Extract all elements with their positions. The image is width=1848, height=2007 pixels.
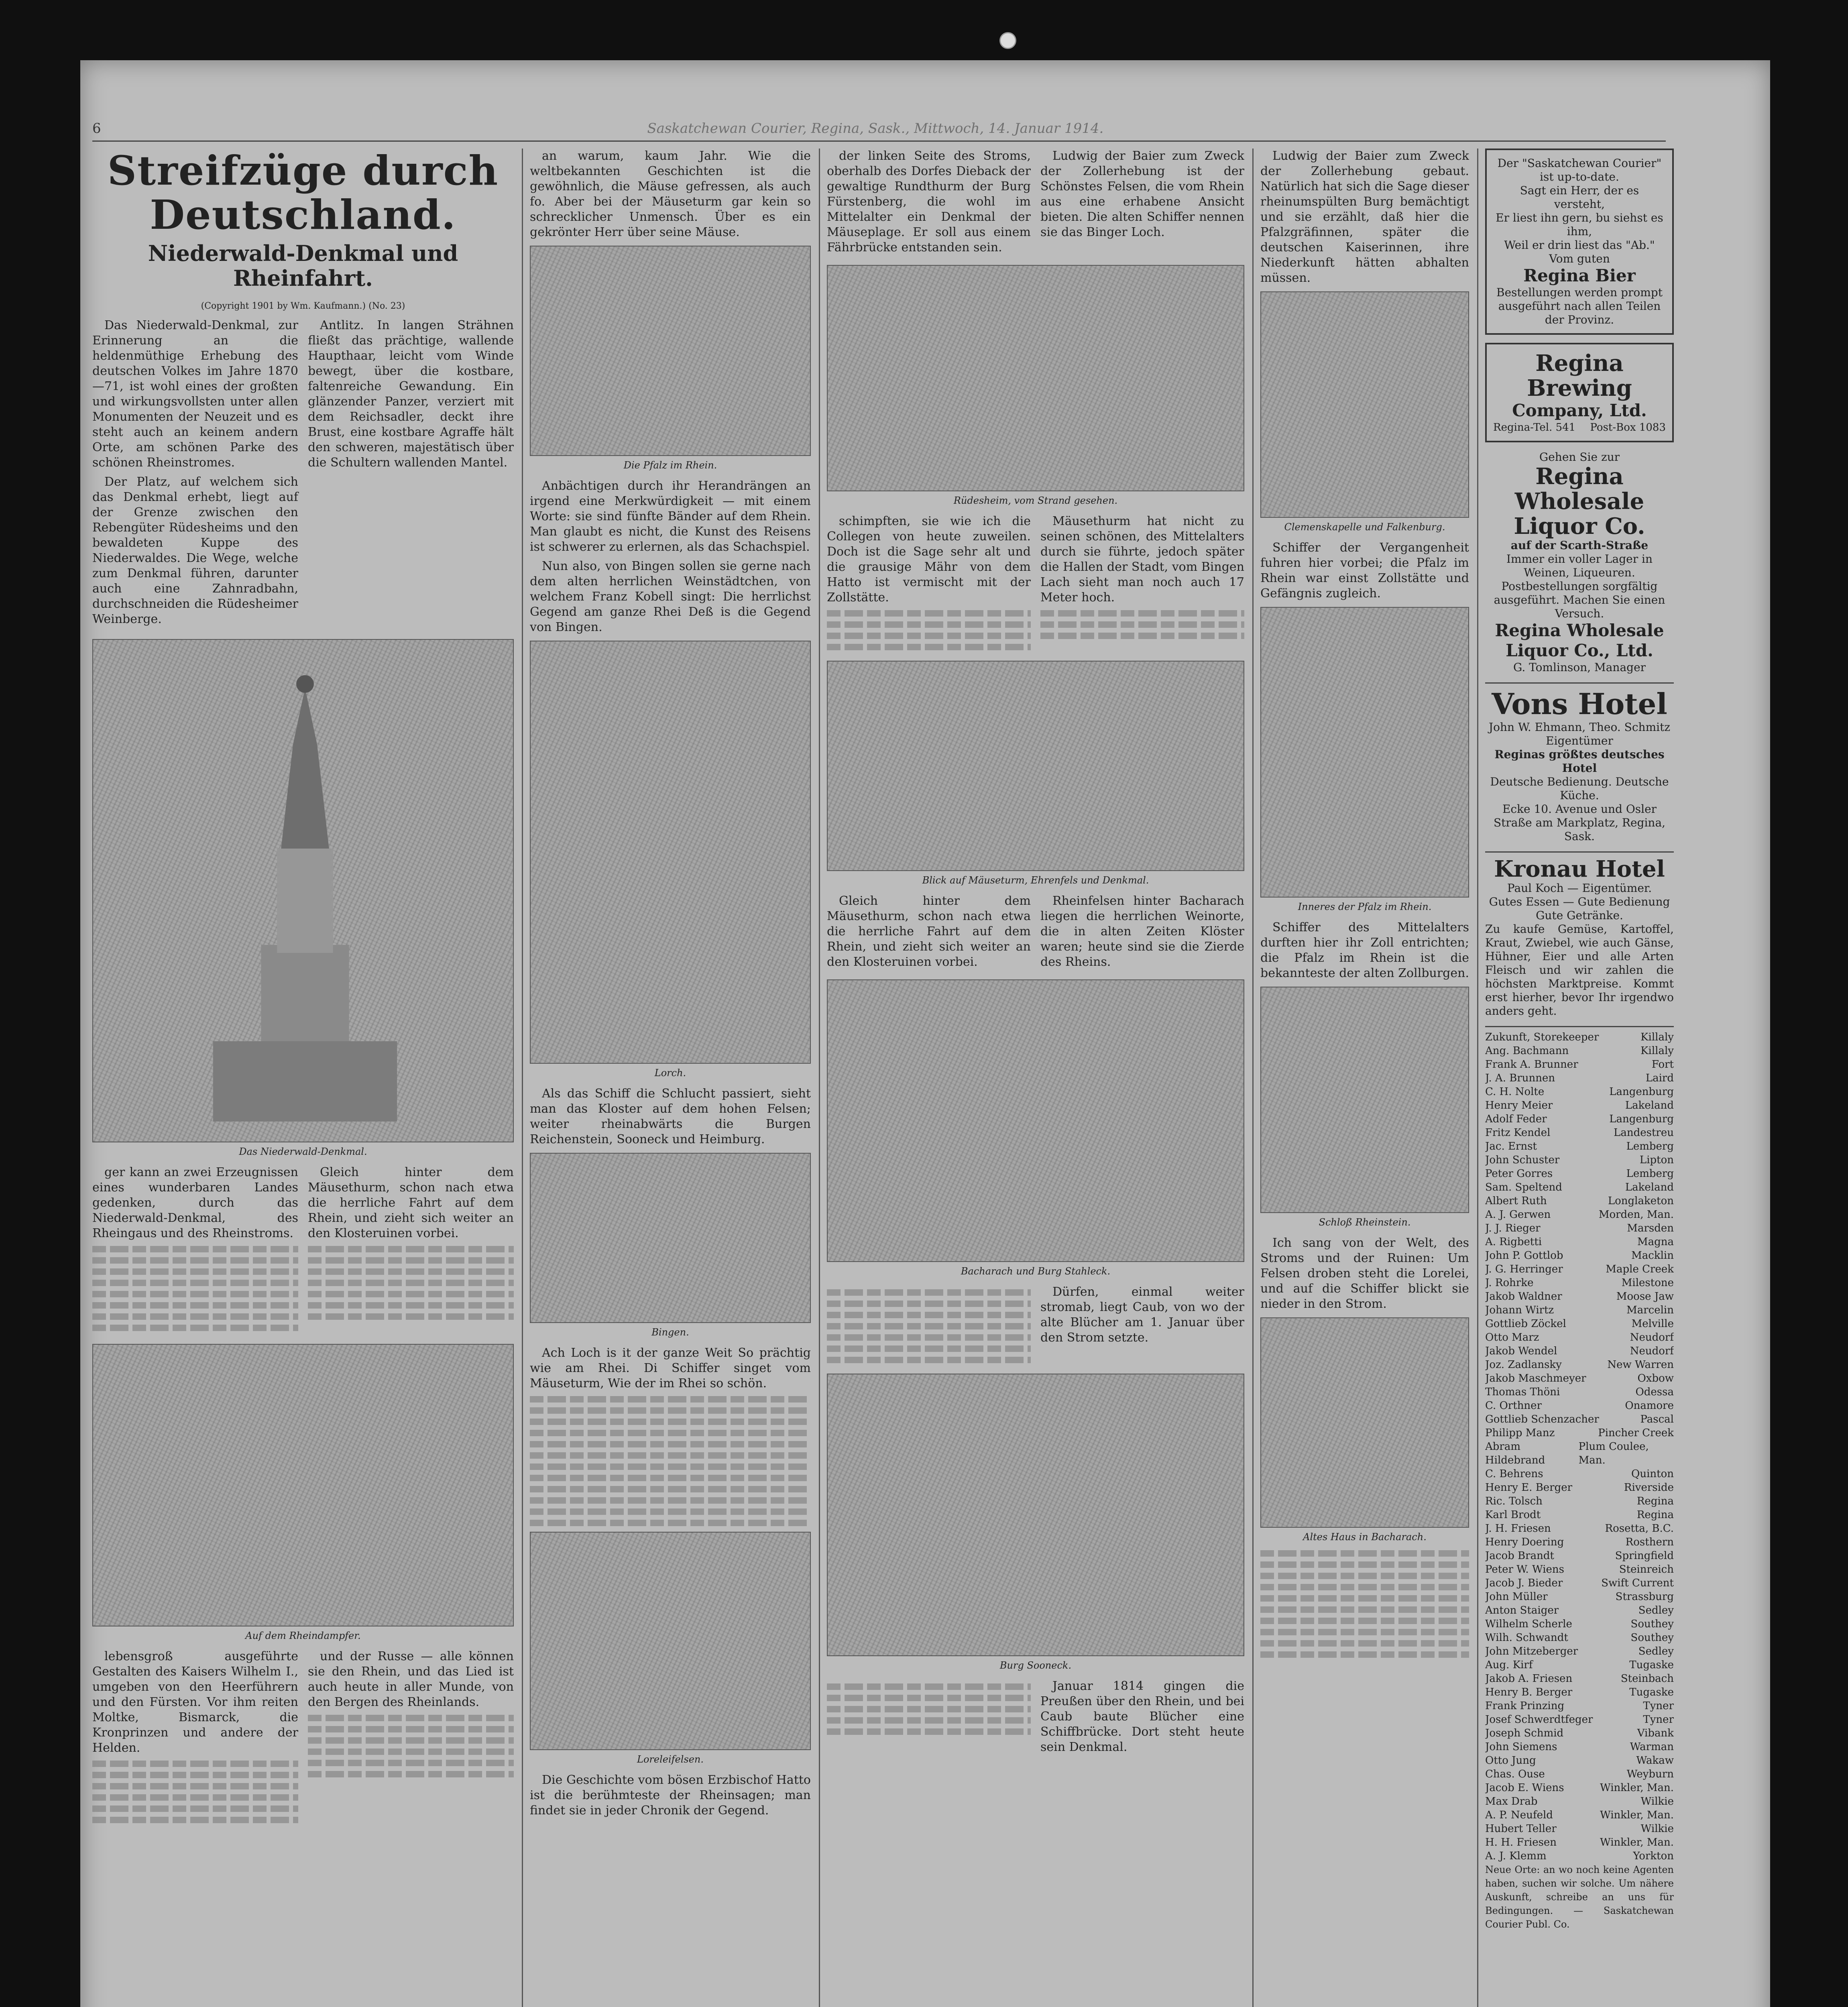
article-paragraph: Schiffer der Vergangenheit fuhren hier vorbei; die Pfalz im Rhein war einst Zollstätte und Gefängnis zugleich. <box>1260 541 1469 600</box>
ad-liquor-intro: Gehen Sie zur <box>1539 450 1620 464</box>
agent-name: Henry Doering <box>1485 1536 1564 1548</box>
agent-row <box>1485 1440 1674 1467</box>
agent-place: Magna <box>1637 1236 1674 1248</box>
agent-place: Landestreu <box>1614 1127 1674 1139</box>
article-lead: Das Niederwald-Denkmal, zur Erinnerung an die heldenmüthige Erhebung des deutschen Volkes im Jahre 1870—71, ist wohl eines der großten und wirkungsvollsten unter allen Monumenten der Neuzeit und es steht auch an keinem andern Orte, am schönen Parke des schönen Rheinstromes. <box>92 318 298 470</box>
agent-name: Sam. Speltend <box>1485 1181 1562 1193</box>
agent-name: Jacob Brandt <box>1485 1550 1554 1562</box>
ad-liquor <box>1485 450 1674 674</box>
article-title: Streifzüge durch Deutschland. <box>107 149 499 238</box>
article-paragraph: Ach Loch is it der ganze Weit So prächtig wie am Rhei. Di Schiffer singet vom Mäuseturm, Wie der im Rhei so schön. <box>530 1346 811 1390</box>
article-paragraph: Ich sang von der Welt, des Stroms und der Ruinen: Um Felsen droben steht die Lorelei, und auf die Schiffer blickt sie nieder in den Strom. <box>1260 1236 1469 1311</box>
agent-place: Lakeland <box>1625 1181 1674 1193</box>
caption-pfalz-inner: Inneres der Pfalz im Rhein. <box>1298 901 1432 912</box>
caption-pfalz: Die Pfalz im Rhein. <box>623 460 717 471</box>
illustration-lorch <box>530 641 811 1064</box>
ad-brewing-name: Regina Brewing <box>1527 350 1632 401</box>
agent-row <box>1485 1822 1674 1836</box>
agent-name: Ric. Tolsch <box>1485 1495 1543 1507</box>
ad-brewing-tel: Regina-Tel. 541 <box>1493 421 1576 434</box>
agent-name: C. Behrens <box>1485 1468 1543 1480</box>
agent-row <box>1485 1126 1674 1140</box>
agent-name: Aug. Kirf <box>1485 1659 1533 1671</box>
agent-row <box>1485 1508 1674 1522</box>
agent-name: Wilhelm Scherle <box>1485 1618 1572 1630</box>
article-paragraph: schimpften, sie wie ich die Collegen von heute zuweilen. Doch ist die Sage sehr alt und die grausige Mähr von dem Hatto ist vermischt mit der Zollstätte. <box>827 514 1031 605</box>
illustration-ruedesheim <box>827 265 1244 491</box>
article-paragraph: Gleich hinter dem Mäusethurm, schon nach etwa die herrliche Fahrt auf dem Rhein, und zieht sich weiter an den Klosteruinen vorbei. <box>308 1165 514 1240</box>
column-rule <box>522 149 523 2007</box>
ad-line: Der "Saskatchewan Courier" <box>1497 157 1662 170</box>
caption-ruedesheim: Rüdesheim, vom Strand gesehen. <box>953 495 1118 506</box>
agent-name: Wilh. Schwandt <box>1485 1632 1568 1644</box>
agent-place: Morden, Man. <box>1598 1209 1674 1221</box>
agent-place: Southey <box>1630 1632 1674 1644</box>
illustration-niederwald-monument <box>92 639 514 1142</box>
agent-row <box>1485 1208 1674 1221</box>
column-3 <box>827 149 1244 2007</box>
agent-place: Rosthern <box>1625 1536 1674 1548</box>
agent-name: Joseph Schmid <box>1485 1727 1564 1739</box>
agent-name: A. Rigbetti <box>1485 1236 1542 1248</box>
agent-row <box>1485 1399 1674 1413</box>
caption-steamer: Auf dem Rheindampfer. <box>245 1630 361 1641</box>
agent-place: Lakeland <box>1625 1099 1674 1111</box>
agent-place: Neudorf <box>1630 1331 1674 1343</box>
agent-name: Jakob Maschmeyer <box>1485 1372 1586 1384</box>
ad-vons-slogan: Reginas größtes deutsches Hotel <box>1494 748 1665 775</box>
agent-place: New Warren <box>1607 1359 1674 1371</box>
agent-place: Riverside <box>1624 1482 1674 1494</box>
agent-place: Rosetta, B.C. <box>1605 1523 1674 1535</box>
agent-row <box>1485 1699 1674 1713</box>
illustration-clemenskapelle <box>1260 291 1469 518</box>
agent-place: Onamore <box>1625 1400 1674 1412</box>
agent-row <box>1485 1249 1674 1262</box>
copyright-line: (Copyright 1901 by Wm. Kaufmann.) (No. 23) <box>201 301 405 311</box>
agent-row <box>1485 1262 1674 1276</box>
agent-row <box>1485 1604 1674 1617</box>
agent-place: Regina <box>1636 1509 1674 1521</box>
agent-name: Gottlieb Schenzacher <box>1485 1413 1599 1425</box>
column-rule <box>1252 149 1254 2007</box>
pushpin-icon <box>999 32 1016 49</box>
agent-name: John Müller <box>1485 1591 1548 1603</box>
agent-name: John P. Gottlob <box>1485 1250 1563 1262</box>
ad-courier <box>1485 149 1674 335</box>
agent-row <box>1485 1754 1674 1767</box>
agent-place: Regina <box>1636 1495 1674 1507</box>
agent-row <box>1485 1372 1674 1385</box>
agent-row <box>1485 1071 1674 1085</box>
agent-name: Karl Brodt <box>1485 1509 1541 1521</box>
agent-row <box>1485 1576 1674 1590</box>
agent-place: Lipton <box>1639 1154 1674 1166</box>
illustration-maeuseturm <box>827 661 1244 871</box>
agent-place: Winkler, Man. <box>1600 1836 1674 1848</box>
agent-place: Longlaketon <box>1608 1195 1674 1207</box>
agent-place: Plum Coulee, Man. <box>1578 1441 1649 1466</box>
agent-name: J. H. Friesen <box>1485 1523 1551 1535</box>
ad-line: Vom guten <box>1549 252 1610 265</box>
agent-row <box>1485 1085 1674 1099</box>
agent-place: Wakaw <box>1636 1755 1674 1767</box>
agent-name: Peter W. Wiens <box>1485 1563 1565 1575</box>
running-title: Saskatchewan Courier, Regina, Sask., Mittwoch, 14. Januar 1914. <box>647 120 1104 136</box>
agent-place: Lemberg <box>1626 1140 1674 1152</box>
agent-row <box>1485 1795 1674 1808</box>
caption-clemens: Clemenskapelle und Falkenburg. <box>1284 521 1445 533</box>
agent-name: Philipp Manz <box>1485 1427 1555 1439</box>
ad-note: Bestellungen werden prompt ausgeführt nach allen Teilen der Provinz. <box>1496 286 1663 326</box>
illustration-loreley <box>530 1532 811 1750</box>
agent-row <box>1485 1331 1674 1344</box>
agent-name: Henry B. Berger <box>1485 1686 1573 1698</box>
agent-name: Fritz Kendel <box>1485 1127 1551 1139</box>
agent-row <box>1485 1385 1674 1399</box>
article-paragraph: an warum, kaum Jahr. Wie die weltbekannten Geschichten ist die gewöhnlich, die Mäuse gefressen, als auch fo. Aber bei der Mäuseturm gar kein so schrecklicher Unmensch. Über es ein gekrönter Herr über seine Mäuse. <box>530 149 811 239</box>
agent-place: Winkler, Man. <box>1600 1782 1674 1794</box>
agent-place: Macklin <box>1631 1250 1674 1262</box>
ad-liquor-text: Immer ein voller Lager in Weinen, Liqueuren. Postbestellungen sorgfältig ausgeführt. Machen Sie einen Versuch. <box>1494 552 1665 620</box>
agent-row <box>1485 1344 1674 1358</box>
ad-line: Er liest ihn gern, bu siehst es <box>1496 211 1663 224</box>
agent-name: Henry Meier <box>1485 1099 1553 1111</box>
article-paragraph: der linken Seite des Stroms, oberhalb des Dorfes Dieback der gewaltige Rundthurm der Burg Fürstenberg, die wohl im Mittelalter ein Denkmal der Mäuseplage. Er soll aus einem Fährbrücke entstanden sein. <box>827 149 1031 254</box>
caption-old-house: Altes Haus in Bacharach. <box>1303 1531 1427 1543</box>
agent-row <box>1485 1781 1674 1795</box>
agent-place: Steinbach <box>1620 1673 1674 1685</box>
agent-row <box>1485 1849 1674 1863</box>
agent-name: J. A. Brunnen <box>1485 1072 1555 1084</box>
agent-row <box>1485 1221 1674 1235</box>
agent-name: J. J. Rieger <box>1485 1222 1541 1234</box>
agent-row <box>1485 1099 1674 1112</box>
ad-vons-service: Deutsche Bedienung. Deutsche Küche. <box>1490 775 1669 802</box>
agent-row <box>1485 1494 1674 1508</box>
agent-name: C. H. Nolte <box>1485 1086 1545 1098</box>
agent-place: Moose Jaw <box>1616 1291 1674 1303</box>
agent-row <box>1485 1276 1674 1290</box>
article-paragraph: Antlitz. In langen Strähnen fließt das prächtige, wallende Haupthaar, leicht vom Winde bewegt, über die kostbare, faltenreiche Gewandung. Ein glänzender Panzer, verziert mit dem Reichsadler, deckt ihre Brust, eine kostbare Agraffe hält den schweren, majestätisch über die Schultern wallenden Mantel. <box>308 318 514 470</box>
agent-row <box>1485 1358 1674 1372</box>
agent-name: H. H. Friesen <box>1485 1836 1557 1848</box>
article-paragraph: lebensgroß ausgeführte Gestalten des Kaisers Wilhelm I., umgeben von den Heerführern und den Fürsten. Vor ihm reiten Moltke, Bismarck, die Kronprinzen und andere der Helden. <box>92 1649 298 1755</box>
agent-name: Joz. Zadlansky <box>1485 1359 1562 1371</box>
illustration-bacharach <box>827 979 1244 1262</box>
ad-vons-name: Vons Hotel <box>1492 687 1667 721</box>
agent-name: J. G. Herringer <box>1485 1263 1563 1275</box>
monument-drawing <box>93 640 513 1142</box>
agent-name: Chas. Ouse <box>1485 1768 1545 1780</box>
agent-row <box>1485 1167 1674 1181</box>
agent-place: Springfield <box>1615 1550 1674 1562</box>
agent-place: Quinton <box>1631 1468 1674 1480</box>
agent-row <box>1485 1044 1674 1058</box>
illustration-pfalz-inner <box>1260 607 1469 898</box>
article-paragraph: Nun also, von Bingen sollen sie gerne nach dem alten herrlichen Weinstädtchen, von welchem Franz Kobell singt: Die herrlichst Gegend am ganze Rhei Deß is die Gegend von Bingen. <box>530 559 811 634</box>
article-paragraph: ger kann an zwei Erzeugnissen eines wunderbaren Landes gedenken, durch das Niederwald-Denkmal, des Rheingaus und des Rheinstroms. <box>92 1165 298 1240</box>
illustration-rhine-steamer <box>92 1344 514 1626</box>
agent-row <box>1485 1808 1674 1822</box>
illustration-bingen <box>530 1153 811 1323</box>
agent-name: John Mitzeberger <box>1485 1645 1578 1657</box>
ad-line: ihm, <box>1567 225 1592 238</box>
article-paragraph: Ludwig der Baier zum Zweck der Zollerhebung ist der Schönstes Felsen, die vom Rhein aus eine erhabene Ansicht bieten. Die alten Schiffer nennen sie das Binger Loch. <box>1040 149 1244 239</box>
agent-name: Jacob E. Wiens <box>1485 1782 1564 1794</box>
ad-brewing <box>1485 343 1674 442</box>
agent-name: Peter Gorres <box>1485 1168 1553 1180</box>
illustration-sooneck <box>827 1374 1244 1656</box>
ad-line: ist up-to-date. <box>1540 170 1619 183</box>
agent-name: Frank A. Brunner <box>1485 1058 1578 1071</box>
caption-bacharach: Bacharach und Burg Stahleck. <box>961 1266 1111 1277</box>
ad-liquor-street: auf der Scarth-Straße <box>1510 539 1649 552</box>
agent-name: Otto Jung <box>1485 1755 1536 1767</box>
agent-place: Strassburg <box>1615 1591 1674 1603</box>
agent-row <box>1485 1058 1674 1071</box>
ad-vons-hotel <box>1485 682 1674 843</box>
ad-brewing-box: Post-Box 1083 <box>1590 421 1666 434</box>
agent-row <box>1485 1645 1674 1658</box>
article-paragraph: und der Russe — alle können sie den Rhein, und das Lied ist auch heute in aller Munde, von den Bergen des Rheinlands. <box>308 1649 514 1709</box>
article-paragraph: Rheinfelsen hinter Bacharach liegen die herrlichen Weinorte, die in alten Zeiten Klöster waren; heute sind sie die Zierde des Rheins. <box>1040 894 1244 969</box>
agent-name: Abram Hildebrand <box>1485 1441 1545 1466</box>
agent-place: Langenburg <box>1609 1113 1674 1125</box>
illustration-old-house <box>1260 1317 1469 1528</box>
ad-vons-owners: John W. Ehmann, Theo. Schmitz <box>1488 721 1671 734</box>
illustration-pfalz <box>530 246 811 456</box>
agent-name: Gottlieb Zöckel <box>1485 1318 1566 1330</box>
column-rule <box>819 149 820 2007</box>
agent-row <box>1485 1112 1674 1126</box>
ad-vons-address: Ecke 10. Avenue und Osler Straße am Markplatz, Regina, Sask. <box>1493 802 1666 843</box>
agent-place: Fort <box>1651 1058 1674 1071</box>
agent-row <box>1485 1030 1674 1044</box>
column-4 <box>1260 149 1469 2007</box>
ad-vons-role: Eigentümer <box>1546 734 1613 747</box>
agent-name: Henry E. Berger <box>1485 1482 1573 1494</box>
agent-name: John Schuster <box>1485 1154 1560 1166</box>
article-paragraph: Der Platz, auf welchem sich das Denkmal erhebt, liegt auf der Grenze zwischen den Rebengüter Rüdesheims und den bewaldeten Kuppe des Niederwaldes. Die Wege, welche zum Denkmal führen, darunter auch eine Zahnradbahn, durchschneiden die Rüdesheimer Weinberge. <box>92 475 298 626</box>
agent-row <box>1485 1140 1674 1153</box>
column-2 <box>530 149 811 2007</box>
agent-row <box>1485 1713 1674 1726</box>
agent-row <box>1485 1672 1674 1685</box>
agent-place: Warman <box>1630 1741 1674 1753</box>
ad-line: Weil er drin liest das "Ab." <box>1504 238 1655 252</box>
agent-place: Swift Current <box>1601 1577 1674 1589</box>
article-subtitle: Niederwald-Denkmal und Rheinfahrt. <box>148 240 458 291</box>
agent-row <box>1485 1836 1674 1849</box>
caption-niederwald: Das Niederwald-Denkmal. <box>239 1146 367 1157</box>
agent-name: Jacob J. Bieder <box>1485 1577 1563 1589</box>
ad-kronau-name: Kronau Hotel <box>1494 856 1665 882</box>
agent-place: Langenburg <box>1609 1086 1674 1098</box>
agent-row <box>1485 1617 1674 1631</box>
agent-place: Oxbow <box>1637 1372 1674 1384</box>
agent-row <box>1485 1181 1674 1194</box>
agent-place: Marcelin <box>1626 1304 1674 1316</box>
ad-kronau-owner: Paul Koch — Eigentümer. <box>1507 881 1652 895</box>
agent-row <box>1485 1426 1674 1440</box>
agent-name: Jakob Wendel <box>1485 1345 1557 1357</box>
agent-place: Neudorf <box>1630 1345 1674 1357</box>
ad-kronau-line1: Gutes Essen — Gute Bedienung <box>1489 895 1670 908</box>
agent-place: Lemberg <box>1626 1168 1674 1180</box>
agent-row <box>1485 1740 1674 1754</box>
agent-place: Southey <box>1630 1618 1674 1630</box>
agent-name: Adolf Feder <box>1485 1113 1547 1125</box>
agent-place: Vibank <box>1637 1727 1674 1739</box>
agent-name: Jakob A. Friesen <box>1485 1673 1573 1685</box>
article-paragraph: Ludwig der Baier zum Zweck der Zollerhebung gebaut. Natürlich hat sich die Sage dieser rheinumspülten Burg bemächtigt und sie erzählt, daß hier die Pfalzgräfinnen, später die deutschen Kaiserinnen, ihre Niederkunft hätten abhalten müssen. <box>1260 149 1469 285</box>
agent-row <box>1485 1153 1674 1167</box>
ad-brewing-company: Company, Ltd. <box>1512 401 1647 420</box>
agent-place: Tyner <box>1643 1714 1674 1726</box>
agent-row <box>1485 1303 1674 1317</box>
caption-loreley: Loreleifelsen. <box>637 1754 704 1765</box>
agent-place: Sedley <box>1638 1645 1674 1657</box>
agent-row <box>1485 1235 1674 1249</box>
agent-name: A. J. Gerwen <box>1485 1209 1551 1221</box>
agent-name: Johann Wirtz <box>1485 1304 1554 1316</box>
ad-kronau-text: Zu kaufe Gemüse, Kartoffel, Kraut, Zwiebel, wie auch Gänse, Hühner, Eier und alle Arten Fleisch und wir zahlen die höchsten Marktpreise. Kommt erst hierher, bevor Ihr irgendwo anders geht. <box>1485 922 1674 1018</box>
agent-place: Tugaske <box>1629 1659 1674 1671</box>
agent-name: Thomas Thöni <box>1485 1386 1560 1398</box>
article-paragraph: Mäusethurm hat nicht zu seinen schönen, des Mittelalters durch sie führte, jedoch später die Hallen der Stadt, vom Bingen Lach sieht man noch auch 17 Meter hoch. <box>1040 514 1244 605</box>
caption-maeuseturm: Blick auf Mäuseturm, Ehrenfels und Denkmal. <box>922 875 1149 886</box>
agent-place: Marsden <box>1627 1222 1674 1234</box>
agent-name: Frank Prinzing <box>1485 1700 1565 1712</box>
article-paragraph: Januar 1814 gingen die Preußen über den Rhein, und bei Caub baute Blücher eine Schiffbrücke. Dort steht heute sein Denkmal. <box>1040 1679 1244 1754</box>
illustration-rheinstein <box>1260 987 1469 1213</box>
agent-row <box>1485 1317 1674 1331</box>
page-number: 6 <box>92 120 101 136</box>
agent-place: Wilkie <box>1640 1795 1674 1808</box>
agent-name: C. Orthner <box>1485 1400 1542 1412</box>
column-rule <box>1477 149 1478 2007</box>
agent-name: Hubert Teller <box>1485 1823 1557 1835</box>
agent-place: Killaly <box>1640 1045 1674 1057</box>
ad-liquor-name2: Regina Wholesale Liquor Co., Ltd. <box>1495 621 1664 660</box>
agent-place: Maple Creek <box>1606 1263 1674 1275</box>
agent-name: Otto Marz <box>1485 1331 1539 1343</box>
agent-place: Tugaske <box>1629 1686 1674 1698</box>
agent-row <box>1485 1631 1674 1645</box>
agent-place: Pascal <box>1640 1413 1674 1425</box>
agent-row <box>1485 1658 1674 1672</box>
agent-name: A. P. Neufeld <box>1485 1809 1553 1821</box>
agent-place: Killaly <box>1640 1031 1674 1043</box>
agent-place: Laird <box>1645 1072 1674 1084</box>
agent-name: Zukunft, Storekeeper <box>1485 1031 1599 1043</box>
agent-place: Winkler, Man. <box>1600 1809 1674 1821</box>
agents-side-note: Neue Orte: an wo noch keine Agenten haben, suchen wir solche. Um nähere Auskunft, schreibe an uns für Bedingungen. — Saskatchewan Courier Publ. Co. <box>1485 1864 1674 1930</box>
agent-name: J. Rohrke <box>1485 1277 1534 1289</box>
page-header <box>92 116 1666 142</box>
agent-row <box>1485 1290 1674 1303</box>
agent-name: Anton Staiger <box>1485 1604 1559 1616</box>
ad-line: Sagt ein Herr, der es versteht, <box>1520 184 1639 211</box>
ad-liquor-name: Regina Wholesale Liquor Co. <box>1514 463 1645 539</box>
agent-row <box>1485 1522 1674 1535</box>
agent-name: Ang. Bachmann <box>1485 1045 1569 1057</box>
agent-row <box>1485 1481 1674 1494</box>
agent-place: Sedley <box>1638 1604 1674 1616</box>
caption-rheinstein: Schloß Rheinstein. <box>1319 1217 1411 1228</box>
agent-row <box>1485 1563 1674 1576</box>
ad-kronau-line2: Gute Getränke. <box>1536 909 1623 922</box>
ad-beer-name: Regina Bier <box>1523 266 1636 285</box>
caption-lorch: Lorch. <box>654 1067 686 1079</box>
agents-list-side <box>1485 1026 1674 1863</box>
agent-row <box>1485 1413 1674 1426</box>
agent-row <box>1485 1467 1674 1481</box>
column-1 <box>92 149 514 2007</box>
article-paragraph: Schiffer des Mittelalters durften hier ihr Zoll entrichten; die Pfalz im Rhein ist die bekannteste der alten Zollburgen. <box>1260 920 1469 980</box>
agent-place: Yorkton <box>1633 1850 1674 1862</box>
agent-place: Melville <box>1631 1318 1674 1330</box>
ad-liquor-manager: G. Tomlinson, Manager <box>1513 661 1646 674</box>
article-paragraph: Anbächtigen durch ihr Herandrängen an irgend eine Merkwürdigkeit — mit einem Worte: sie sind fünfte Bänder auf dem Rhein. Man glaubt es nicht, die Kunst des Reisens ist schwerer zu erlernen, als das Schachspiel. <box>530 479 811 554</box>
article-paragraph: Als das Schiff die Schlucht passiert, sieht man das Kloster auf dem hohen Felsen; weiter rheinabwärts die Burgen Reichenstein, Sooneck und Heimburg. <box>530 1087 811 1146</box>
article-paragraph: Dürfen, einmal weiter stromab, liegt Caub, von wo der alte Blücher am 1. Januar über den Strom setzte. <box>1040 1285 1244 1345</box>
agent-place: Steinreich <box>1619 1563 1674 1575</box>
agent-name: A. J. Klemm <box>1485 1850 1547 1862</box>
agent-row <box>1485 1535 1674 1549</box>
caption-sooneck: Burg Sooneck. <box>999 1660 1072 1671</box>
column-ads <box>1485 149 1674 2007</box>
agent-place: Weyburn <box>1626 1768 1674 1780</box>
agent-name: Jac. Ernst <box>1485 1140 1537 1152</box>
ad-kronau-hotel <box>1485 851 1674 1018</box>
agent-name: Josef Schwerdtfeger <box>1485 1714 1593 1726</box>
agent-place: Tyner <box>1643 1700 1674 1712</box>
agent-place: Milestone <box>1621 1277 1674 1289</box>
agent-row <box>1485 1549 1674 1563</box>
agent-name: Max Drab <box>1485 1795 1538 1808</box>
article-paragraph: Die Geschichte vom bösen Erzbischof Hatto ist die berühmteste der Rheinsagen; man findet sie in jeder Chronik der Gegend. <box>530 1773 811 1818</box>
agent-place: Wilkie <box>1640 1823 1674 1835</box>
agent-row <box>1485 1685 1674 1699</box>
agent-name: John Siemens <box>1485 1741 1557 1753</box>
agent-place: Pincher Creek <box>1598 1427 1674 1439</box>
agent-place: Odessa <box>1635 1386 1674 1398</box>
agent-row <box>1485 1767 1674 1781</box>
agent-row <box>1485 1194 1674 1208</box>
article-paragraph: Gleich hinter dem Mäusethurm, schon nach etwa die herrliche Fahrt auf dem Rhein, und zieht sich weiter an den Klosteruinen vorbei. <box>827 894 1031 969</box>
agent-name: Albert Ruth <box>1485 1195 1547 1207</box>
agent-name: Jakob Waldner <box>1485 1291 1562 1303</box>
agent-row <box>1485 1590 1674 1604</box>
caption-bingen: Bingen. <box>651 1327 689 1338</box>
agent-row <box>1485 1726 1674 1740</box>
